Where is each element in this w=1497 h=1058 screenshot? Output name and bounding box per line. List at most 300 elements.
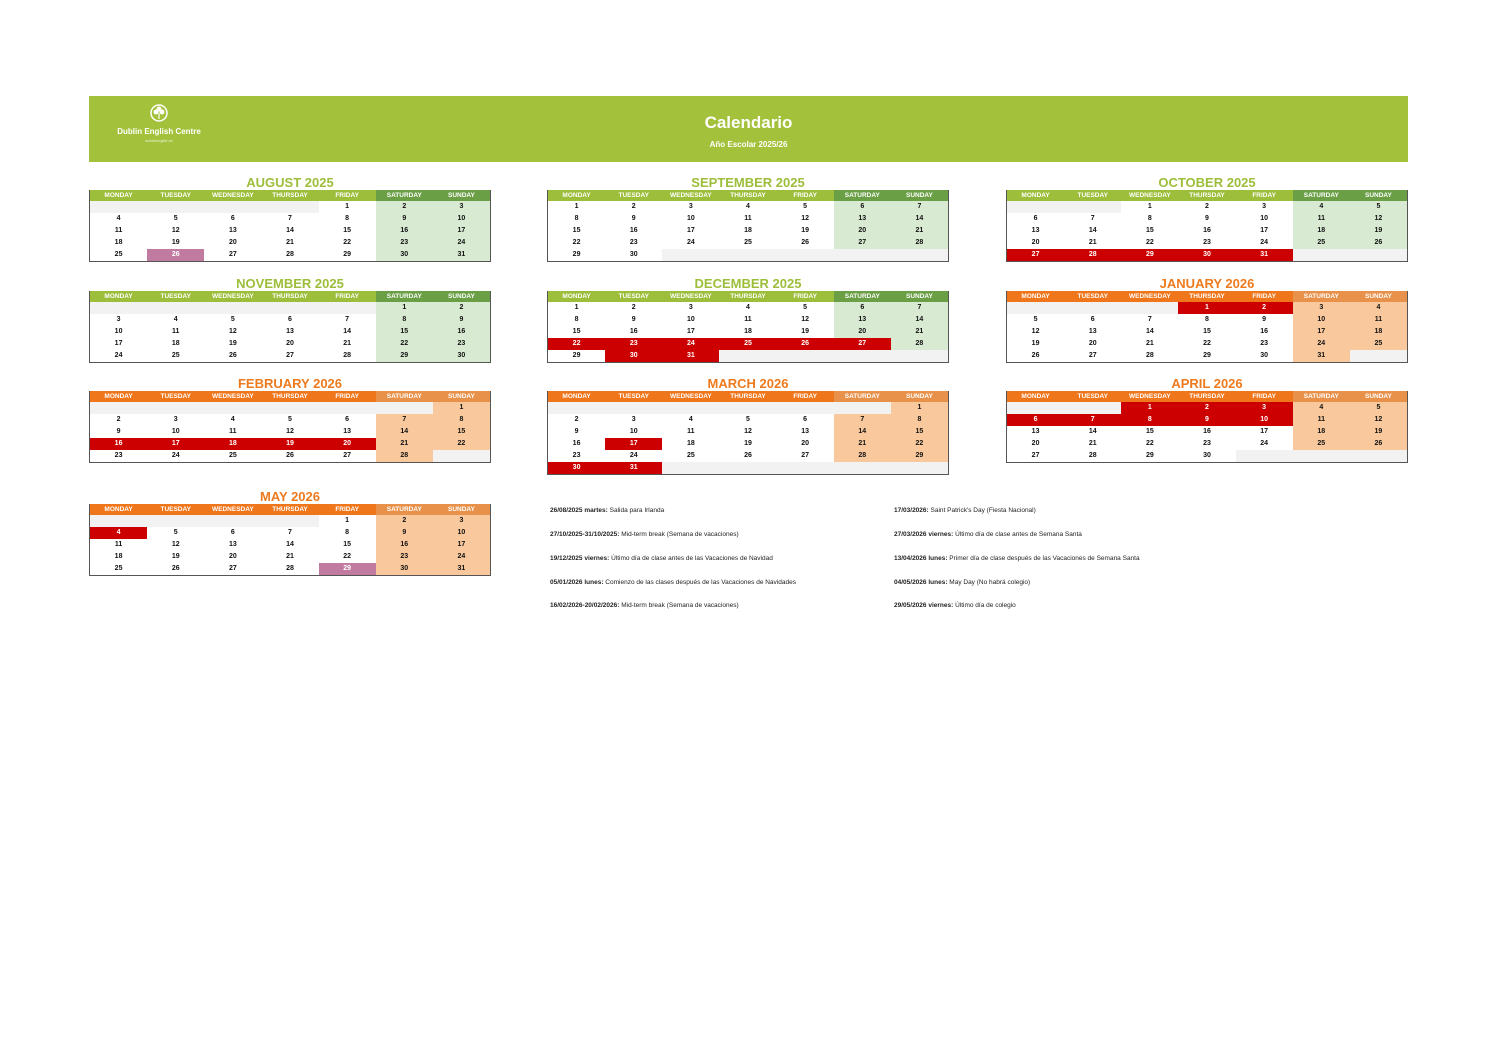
day-cell: 6 [319, 414, 376, 426]
day-cell: 21 [376, 438, 433, 450]
day-cell: 19 [147, 237, 204, 249]
note-text: Mid-term break (Semana de vacaciones) [619, 531, 739, 538]
day-cell: 29 [548, 350, 605, 362]
day-cell: 22 [548, 338, 605, 350]
day-cell: 12 [147, 539, 204, 551]
empty-day-cell [147, 515, 204, 527]
note-text: Salida para Irlanda [607, 507, 665, 514]
day-cell: 26 [147, 563, 204, 575]
day-cell: 16 [1178, 225, 1235, 237]
day-cell: 27 [319, 450, 376, 462]
day-cell: 25 [147, 350, 204, 362]
day-cell: 25 [1293, 237, 1350, 249]
day-cell: 23 [548, 450, 605, 462]
day-cell: 10 [147, 426, 204, 438]
month-grid [89, 391, 491, 463]
day-cell: 23 [605, 237, 662, 249]
day-cell: 30 [605, 350, 662, 362]
day-cell: 8 [548, 213, 605, 225]
day-cell: 8 [548, 314, 605, 326]
day-cell: 14 [261, 225, 318, 237]
day-cell: 13 [1007, 426, 1064, 438]
day-cell: 28 [891, 237, 948, 249]
note-date: 05/01/2026 lunes: [550, 579, 604, 586]
day-cell: 30 [376, 563, 433, 575]
weekday-header: SUNDAY [891, 291, 948, 302]
day-cell: 8 [319, 527, 376, 539]
empty-day-cell [1293, 450, 1350, 462]
day-cell: 17 [433, 539, 490, 551]
empty-day-cell [261, 515, 318, 527]
day-cell: 25 [1350, 338, 1407, 350]
weekday-header: TUESDAY [147, 391, 204, 402]
day-cell: 1 [319, 515, 376, 527]
month-march-2026 [547, 375, 949, 475]
day-cell: 12 [147, 225, 204, 237]
weekday-header: SUNDAY [433, 391, 490, 402]
empty-day-cell [891, 249, 948, 261]
day-cell: 15 [1121, 426, 1178, 438]
day-cell: 10 [1236, 213, 1293, 225]
day-cell: 4 [90, 527, 147, 539]
day-cell: 18 [1350, 326, 1407, 338]
day-cell: 5 [147, 527, 204, 539]
day-cell: 3 [1236, 201, 1293, 213]
month-grid [1006, 190, 1408, 262]
weekday-header: THURSDAY [1178, 291, 1235, 302]
note-item [550, 531, 739, 538]
day-cell: 13 [204, 539, 261, 551]
day-cell: 10 [90, 326, 147, 338]
empty-day-cell [1236, 450, 1293, 462]
empty-day-cell [376, 402, 433, 414]
day-cell: 6 [261, 314, 318, 326]
day-cell: 22 [319, 551, 376, 563]
weekday-header: FRIDAY [319, 190, 376, 201]
day-cell: 17 [147, 438, 204, 450]
empty-day-cell [548, 402, 605, 414]
note-text: Mid-term break (Semana de vacaciones) [619, 602, 739, 609]
empty-day-cell [261, 201, 318, 213]
day-cell: 20 [834, 326, 891, 338]
day-cell: 5 [261, 414, 318, 426]
month-title: FEBRUARY 2026 [237, 376, 343, 391]
day-cell: 26 [261, 450, 318, 462]
day-cell: 13 [777, 426, 834, 438]
day-cell: 6 [834, 302, 891, 314]
day-cell: 10 [662, 314, 719, 326]
day-cell: 9 [1236, 314, 1293, 326]
day-cell: 15 [376, 326, 433, 338]
empty-day-cell [777, 462, 834, 474]
weekday-header: FRIDAY [319, 291, 376, 302]
empty-day-cell [834, 462, 891, 474]
weekday-header: SUNDAY [433, 504, 490, 515]
day-cell: 8 [433, 414, 490, 426]
day-cell: 23 [90, 450, 147, 462]
day-cell: 22 [1121, 438, 1178, 450]
day-cell: 7 [261, 527, 318, 539]
day-cell: 10 [605, 426, 662, 438]
day-cell: 5 [1007, 314, 1064, 326]
weekday-header: SUNDAY [891, 190, 948, 201]
day-cell: 30 [605, 249, 662, 261]
month-grid [547, 291, 949, 363]
weekday-header: MONDAY [548, 391, 605, 402]
day-cell: 21 [261, 237, 318, 249]
day-cell: 13 [834, 213, 891, 225]
note-date: 27/10/2025-31/10/2025: [550, 531, 620, 538]
day-cell: 9 [433, 314, 490, 326]
empty-day-cell [261, 302, 318, 314]
month-title: DECEMBER 2025 [694, 276, 802, 291]
day-cell: 24 [662, 338, 719, 350]
weekday-header: FRIDAY [1236, 291, 1293, 302]
day-cell: 3 [662, 201, 719, 213]
day-cell: 5 [777, 201, 834, 213]
day-cell: 4 [1350, 302, 1407, 314]
month-grid [547, 190, 949, 262]
day-cell: 24 [662, 237, 719, 249]
weekday-header: WEDNESDAY [204, 190, 261, 201]
empty-day-cell [834, 350, 891, 362]
day-cell: 1 [433, 402, 490, 414]
day-cell: 11 [1350, 314, 1407, 326]
day-cell: 14 [1121, 326, 1178, 338]
empty-day-cell [662, 402, 719, 414]
weekday-header: FRIDAY [319, 391, 376, 402]
day-cell: 28 [319, 350, 376, 362]
empty-day-cell [1064, 201, 1121, 213]
weekday-header: WEDNESDAY [204, 291, 261, 302]
day-cell: 12 [1007, 326, 1064, 338]
day-cell: 2 [1236, 302, 1293, 314]
note-date: 26/08/2025 martes: [550, 507, 608, 514]
empty-day-cell [204, 201, 261, 213]
month-grid [1006, 291, 1408, 363]
month-august-2025 [89, 174, 491, 262]
day-cell: 20 [834, 225, 891, 237]
day-cell: 9 [376, 213, 433, 225]
weekday-header: TUESDAY [605, 190, 662, 201]
day-cell: 8 [891, 414, 948, 426]
day-cell: 8 [1121, 213, 1178, 225]
day-cell: 25 [90, 249, 147, 261]
day-cell: 19 [1350, 426, 1407, 438]
day-cell: 30 [548, 462, 605, 474]
day-cell: 14 [261, 539, 318, 551]
day-cell: 28 [1064, 450, 1121, 462]
empty-day-cell [319, 402, 376, 414]
day-cell: 15 [548, 326, 605, 338]
day-cell: 5 [147, 213, 204, 225]
day-cell: 23 [1178, 237, 1235, 249]
day-cell: 30 [1236, 350, 1293, 362]
day-cell: 4 [719, 201, 776, 213]
day-cell: 7 [1121, 314, 1178, 326]
day-cell: 7 [261, 213, 318, 225]
day-cell: 17 [1236, 225, 1293, 237]
weekday-header: MONDAY [90, 291, 147, 302]
note-item [550, 555, 773, 562]
day-cell: 22 [548, 237, 605, 249]
day-cell: 21 [891, 225, 948, 237]
day-cell: 31 [1236, 249, 1293, 261]
day-cell: 8 [1178, 314, 1235, 326]
day-cell: 31 [662, 350, 719, 362]
empty-day-cell [719, 350, 776, 362]
day-cell: 20 [777, 438, 834, 450]
day-cell: 10 [433, 213, 490, 225]
weekday-header: WEDNESDAY [1121, 291, 1178, 302]
day-cell: 1 [376, 302, 433, 314]
day-cell: 31 [605, 462, 662, 474]
day-cell: 15 [1121, 225, 1178, 237]
day-cell: 9 [376, 527, 433, 539]
day-cell: 29 [548, 249, 605, 261]
day-cell: 22 [319, 237, 376, 249]
day-cell: 19 [261, 438, 318, 450]
weekday-header: MONDAY [1007, 391, 1064, 402]
day-cell: 27 [834, 237, 891, 249]
empty-day-cell [1064, 402, 1121, 414]
month-may-2026 [89, 488, 491, 576]
day-cell: 11 [719, 213, 776, 225]
weekday-header: SATURDAY [376, 504, 433, 515]
day-cell: 2 [1178, 201, 1235, 213]
day-cell: 29 [319, 563, 376, 575]
empty-day-cell [1350, 249, 1407, 261]
day-cell: 23 [376, 551, 433, 563]
weekday-header: WEDNESDAY [204, 391, 261, 402]
day-cell: 12 [719, 426, 776, 438]
day-cell: 16 [548, 438, 605, 450]
note-date: 19/12/2025 viernes: [550, 555, 610, 562]
day-cell: 26 [1007, 350, 1064, 362]
day-cell: 2 [90, 414, 147, 426]
day-cell: 19 [204, 338, 261, 350]
note-item [894, 555, 1140, 562]
day-cell: 15 [548, 225, 605, 237]
month-september-2025 [547, 174, 949, 262]
day-cell: 9 [1178, 213, 1235, 225]
day-cell: 3 [1293, 302, 1350, 314]
weekday-header: SATURDAY [1293, 391, 1350, 402]
day-cell: 14 [376, 426, 433, 438]
note-item [894, 602, 1016, 609]
day-cell: 9 [605, 314, 662, 326]
logo-name: Dublin English Centre [117, 127, 201, 136]
month-grid [547, 391, 949, 475]
month-october-2025 [1006, 174, 1408, 262]
day-cell: 21 [1121, 338, 1178, 350]
day-cell: 11 [662, 426, 719, 438]
day-cell: 13 [319, 426, 376, 438]
note-text: Comienzo de las clases después de las Vacaciones de Navidades [603, 579, 796, 586]
day-cell: 4 [1293, 402, 1350, 414]
day-cell: 16 [605, 326, 662, 338]
month-november-2025 [89, 275, 491, 363]
day-cell: 20 [204, 551, 261, 563]
day-cell: 25 [1293, 438, 1350, 450]
empty-day-cell [834, 249, 891, 261]
weekday-header: MONDAY [1007, 190, 1064, 201]
day-cell: 28 [834, 450, 891, 462]
day-cell: 4 [204, 414, 261, 426]
day-cell: 2 [376, 515, 433, 527]
empty-day-cell [147, 402, 204, 414]
day-cell: 19 [1350, 225, 1407, 237]
day-cell: 31 [1293, 350, 1350, 362]
day-cell: 25 [662, 450, 719, 462]
note-date: 16/02/2026-20/02/2026: [550, 602, 620, 609]
weekday-header: MONDAY [90, 391, 147, 402]
day-cell: 24 [433, 551, 490, 563]
month-title: SEPTEMBER 2025 [691, 175, 805, 190]
day-cell: 18 [1293, 225, 1350, 237]
day-cell: 8 [319, 213, 376, 225]
empty-day-cell [319, 302, 376, 314]
day-cell: 3 [433, 515, 490, 527]
empty-day-cell [90, 402, 147, 414]
day-cell: 27 [777, 450, 834, 462]
day-cell: 9 [1178, 414, 1235, 426]
day-cell: 18 [719, 225, 776, 237]
month-january-2026 [1006, 275, 1408, 363]
day-cell: 2 [433, 302, 490, 314]
note-item [894, 507, 1036, 514]
day-cell: 19 [719, 438, 776, 450]
empty-day-cell [891, 462, 948, 474]
day-cell: 11 [90, 225, 147, 237]
empty-day-cell [90, 201, 147, 213]
note-item [550, 507, 664, 514]
day-cell: 2 [376, 201, 433, 213]
empty-day-cell [1007, 201, 1064, 213]
day-cell: 19 [1007, 338, 1064, 350]
day-cell: 25 [204, 450, 261, 462]
note-date: 17/03/2026: [894, 507, 929, 514]
day-cell: 29 [376, 350, 433, 362]
logo-subtitle: dublinenglish.ie [145, 138, 173, 143]
day-cell: 14 [1064, 225, 1121, 237]
day-cell: 26 [777, 338, 834, 350]
day-cell: 3 [147, 414, 204, 426]
day-cell: 10 [433, 527, 490, 539]
day-cell: 5 [1350, 402, 1407, 414]
weekday-header: THURSDAY [261, 291, 318, 302]
weekday-header: MONDAY [1007, 291, 1064, 302]
empty-day-cell [891, 350, 948, 362]
day-cell: 9 [605, 213, 662, 225]
day-cell: 26 [147, 249, 204, 261]
day-cell: 15 [891, 426, 948, 438]
day-cell: 27 [1064, 350, 1121, 362]
day-cell: 4 [90, 213, 147, 225]
day-cell: 5 [1350, 201, 1407, 213]
note-text: Último día de colegio [953, 602, 1016, 609]
day-cell: 17 [433, 225, 490, 237]
day-cell: 23 [1178, 438, 1235, 450]
month-title: NOVEMBER 2025 [236, 276, 344, 291]
day-cell: 18 [90, 551, 147, 563]
day-cell: 13 [204, 225, 261, 237]
weekday-header: THURSDAY [261, 391, 318, 402]
day-cell: 30 [1178, 249, 1235, 261]
day-cell: 28 [261, 563, 318, 575]
day-cell: 18 [1293, 426, 1350, 438]
day-cell: 14 [834, 426, 891, 438]
day-cell: 11 [147, 326, 204, 338]
weekday-header: FRIDAY [1236, 391, 1293, 402]
day-cell: 21 [261, 551, 318, 563]
note-text: Último día de clase antes de Semana Santa [953, 531, 1082, 538]
day-cell: 17 [1236, 426, 1293, 438]
day-cell: 6 [204, 213, 261, 225]
day-cell: 29 [1121, 450, 1178, 462]
day-cell: 7 [891, 302, 948, 314]
empty-day-cell [1064, 302, 1121, 314]
day-cell: 2 [605, 201, 662, 213]
day-cell: 5 [777, 302, 834, 314]
day-cell: 26 [1350, 438, 1407, 450]
day-cell: 7 [1064, 414, 1121, 426]
empty-day-cell [605, 402, 662, 414]
header-banner [89, 96, 1408, 162]
month-title: JANUARY 2026 [1159, 276, 1255, 291]
weekday-header: SATURDAY [376, 291, 433, 302]
day-cell: 24 [90, 350, 147, 362]
weekday-header: TUESDAY [1064, 391, 1121, 402]
day-cell: 26 [204, 350, 261, 362]
day-cell: 24 [433, 237, 490, 249]
day-cell: 14 [319, 326, 376, 338]
day-cell: 20 [319, 438, 376, 450]
day-cell: 12 [204, 326, 261, 338]
empty-day-cell [1121, 302, 1178, 314]
day-cell: 6 [1007, 414, 1064, 426]
weekday-header: SATURDAY [376, 190, 433, 201]
empty-day-cell [777, 402, 834, 414]
day-cell: 22 [433, 438, 490, 450]
weekday-header: FRIDAY [777, 291, 834, 302]
day-cell: 24 [1293, 338, 1350, 350]
weekday-header: WEDNESDAY [662, 391, 719, 402]
empty-day-cell [719, 249, 776, 261]
empty-day-cell [433, 450, 490, 462]
day-cell: 4 [147, 314, 204, 326]
day-cell: 23 [1236, 338, 1293, 350]
note-text: May Day (No habrá colegio) [947, 579, 1031, 586]
day-cell: 29 [1178, 350, 1235, 362]
day-cell: 28 [1064, 249, 1121, 261]
day-cell: 16 [1236, 326, 1293, 338]
note-text: Primer día de clase después de las Vacaciones de Semana Santa [947, 555, 1140, 562]
day-cell: 27 [834, 338, 891, 350]
empty-day-cell [719, 462, 776, 474]
day-cell: 2 [1178, 402, 1235, 414]
note-text: Saint Patrick's Day (Fiesta Nacional) [928, 507, 1036, 514]
day-cell: 14 [891, 213, 948, 225]
weekday-header: SATURDAY [1293, 190, 1350, 201]
day-cell: 1 [548, 201, 605, 213]
weekday-header: SUNDAY [891, 391, 948, 402]
day-cell: 10 [662, 213, 719, 225]
weekday-header: TUESDAY [147, 190, 204, 201]
weekday-header: TUESDAY [605, 291, 662, 302]
day-cell: 21 [834, 438, 891, 450]
weekday-header: THURSDAY [261, 504, 318, 515]
